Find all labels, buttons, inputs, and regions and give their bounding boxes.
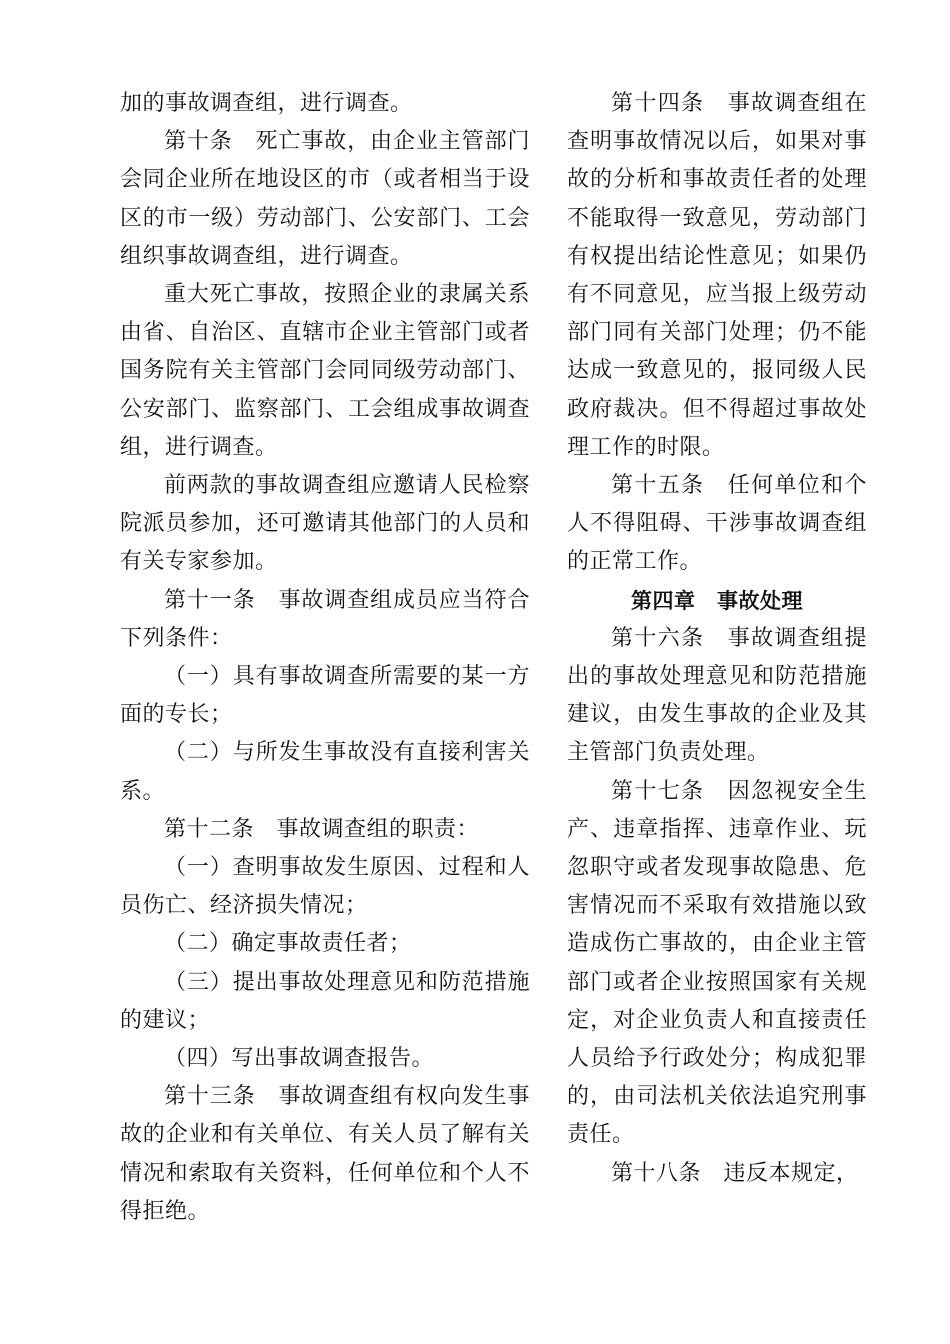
paragraph: （四）写出事故调查报告。	[164, 1046, 435, 1072]
paragraph: 第十四条 事故调查组在查明事故情况以后，如果对事故的分析和事故责任者的处理不能取得一致意见，劳动部门有权提出结论性意见；如果仍有不同意见，应当报上级劳动部门同有关部门处理；仍不能达成一致意见的，报同级人民政府裁决。但不得超过事故处理工作的时限。	[567, 91, 867, 460]
paragraph: （一）查明事故发生原因、过程和人员伤亡、经济损失情况；	[120, 855, 530, 919]
paragraph: 第十五条 任何单位和个人不得阻碍、干涉事故调查组的正常工作。	[567, 473, 867, 575]
left-column	[120, 85, 530, 1231]
paragraph: 第十二条 事故调查组的职责：	[164, 816, 480, 842]
paragraph: 第十八条 违反本规定，	[611, 1160, 859, 1186]
paragraph: （三）提出事故处理意见和防范措施的建议；	[120, 969, 530, 1033]
paragraph: 第十条 死亡事故，由企业主管部门会同企业所在地设区的市（或者相当于设区的市一级）劳动部门、公安部门、工会组织事故调查组，进行调查。	[120, 129, 530, 269]
paragraph: 前两款的事故调查组应邀请人民检察院派员参加，还可邀请其他部门的人员和有关专家参加。	[120, 473, 530, 575]
paragraph: 重大死亡事故，按照企业的隶属关系由省、自治区、直辖市企业主管部门或者国务院有关主管部门会同同级劳动部门、公安部门、监察部门、工会组成事故调查组，进行调查。	[120, 282, 530, 460]
chapter-heading: 第四章 事故处理	[631, 588, 803, 613]
paragraph: 加的事故调查组，进行调查。	[120, 91, 413, 116]
paragraph: 第十七条 因忽视安全生产、违章指挥、违章作业、玩忽职守或者发现事故隐患、危害情况而不采取有效措施以致造成伤亡事故的，由企业主管部门或者企业按照国家有关规定，对企业负责人和直接责任人员给予行政处分；构成犯罪的，由司法机关依法追究刑事责任。	[567, 778, 867, 1148]
paragraph: （二）确定事故责任者；	[164, 931, 412, 957]
right-column	[567, 85, 867, 1193]
paragraph: 第十三条 事故调查组有权向发生事故的企业和有关单位、有关人员了解有关情况和索取有关资料，任何单位和个人不得拒绝。	[120, 1084, 530, 1224]
paragraph: （二）与所发生事故没有直接利害关系。	[120, 740, 530, 804]
paragraph: 第十一条 事故调查组成员应当符合下列条件：	[120, 587, 530, 651]
paragraph: （一）具有事故调查所需要的某一方面的专长；	[120, 664, 530, 728]
paragraph: 第十六条 事故调查组提出的事故处理意见和防范措施建议，由发生事故的企业及其主管部门负责处理。	[567, 625, 867, 766]
